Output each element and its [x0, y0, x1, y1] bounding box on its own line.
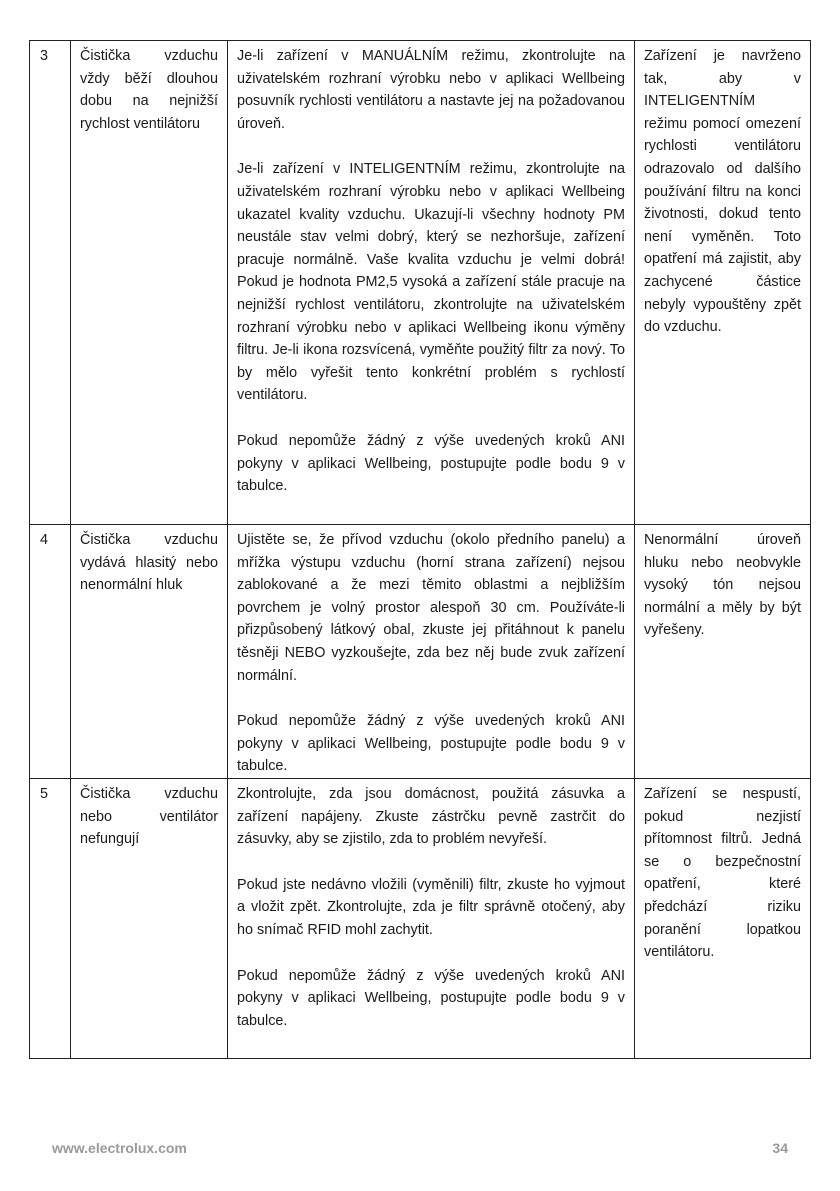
explanation-cell: Nenormální úroveň hluku nebo neobvykle vysoký tón nejsou normální a měly by být vyřešeny. [635, 525, 811, 779]
problem-cell: Čistička vzduchu nebo ventilátor nefungují [71, 779, 228, 1059]
solution-paragraph: Pokud jste nedávno vložili (vyměnili) filtr, zkuste ho vyjmout a vložit zpět. Zkontrolujte, zda je filtr správně otočený, aby ho snímač RFID mohl zachytit. [237, 876, 625, 938]
table-row-4 [30, 525, 811, 779]
row-number: 4 [30, 525, 71, 779]
solution-paragraph: Je-li zařízení v INTELIGENTNÍM režimu, zkontrolujte na uživatelském rozhraní výrobku nebo v aplikaci Wellbeing ukazatel kvality vzduchu. Ukazují-li všechny hodnoty PM neustále stav velmi dobrý, který se nezhoršuje, zařízení pracuje normálně. Vaše kvalita vzduchu je velmi dobrá! Pokud je hodnota PM2,5 vysoká a zařízení stále pracuje na nejnižší rychlost ventilátoru, zkontrolujte na uživatelském rozhraní výrobku nebo v aplikaci Wellbeing ikonu výměny filtru. Je-li ikona rozsvícená, vyměňte použitý filtr za nový. To by mělo vyřešit tento konkrétní problém s rychlostí ventilátoru. [237, 161, 625, 404]
solution-cell [228, 525, 635, 779]
explanation-cell: Zařízení se nespustí, pokud nezjistí přítomnost filtrů. Jedná se o bezpečnostní opatření, které předchází riziku poranění lopatkou ventilátoru. [635, 779, 811, 1059]
table-row-3 [30, 41, 811, 525]
troubleshooting-table [29, 40, 811, 1059]
solution-paragraph: Pokud nepomůže žádný z výše uvedených kroků ANI pokyny v aplikaci Wellbeing, postupujte podle bodu 9 v tabulce. [237, 713, 625, 775]
solution-paragraph: Pokud nepomůže žádný z výše uvedených kroků ANI pokyny v aplikaci Wellbeing, postupujte podle bodu 9 v tabulce. [237, 967, 625, 1029]
table-row-5 [30, 779, 811, 1059]
solution-paragraph: Je-li zařízení v MANUÁLNÍM režimu, zkontrolujte na uživatelském rozhraní výrobku nebo v aplikaci Wellbeing posuvník rychlosti ventilátoru a nastavte jej na požadovanou úroveň. [237, 48, 625, 132]
problem-cell: Čistička vzduchu vždy běží dlouhou dobu na nejnižší rychlost ventilátoru [71, 41, 228, 525]
solution-paragraph: Ujistěte se, že přívod vzduchu (okolo předního panelu) a mřížka výstupu vzduchu (horní strana zařízení) nejsou zablokované a že mezi těmito oblastmi a nejbližším povrchem je volný prostor alespoň 30 cm. Používáte-li přizpůsobený látkový obal, zkuste jej přitáhnout k panelu těsněji NEBO vyzkoušejte, zda bez něj bude zvuk zařízení normální. [237, 532, 625, 684]
solution-cell [228, 779, 635, 1059]
explanation-cell: Zařízení je navrženo tak, aby v INTELIGENTNÍM režimu pomocí omezení rychlosti ventilátoru odrazovalo od dalšího používání filtru na konci životnosti, dokud tento není vyměněn. Toto opatření má zajistit, aby zachycené částice nebyly vypouštěny zpět do vzduchu. [635, 41, 811, 525]
problem-cell: Čistička vzduchu vydává hlasitý nebo nenormální hluk [71, 525, 228, 779]
solution-paragraph: Pokud nepomůže žádný z výše uvedených kroků ANI pokyny v aplikaci Wellbeing, postupujte podle bodu 9 v tabulce. [237, 432, 625, 495]
solution-cell [228, 41, 635, 525]
row-number: 5 [30, 779, 71, 1059]
footer-website-link[interactable]: www.electrolux.com [52, 1140, 187, 1156]
row-number: 3 [30, 41, 71, 525]
page-number: 34 [772, 1140, 788, 1156]
solution-paragraph: Zkontrolujte, zda jsou domácnost, použitá zásuvka a zařízení napájeny. Zkuste zástrčku pevně zastrčit do zásuvky, aby se zjistilo, zda to problém nevyřeší. [237, 786, 625, 848]
